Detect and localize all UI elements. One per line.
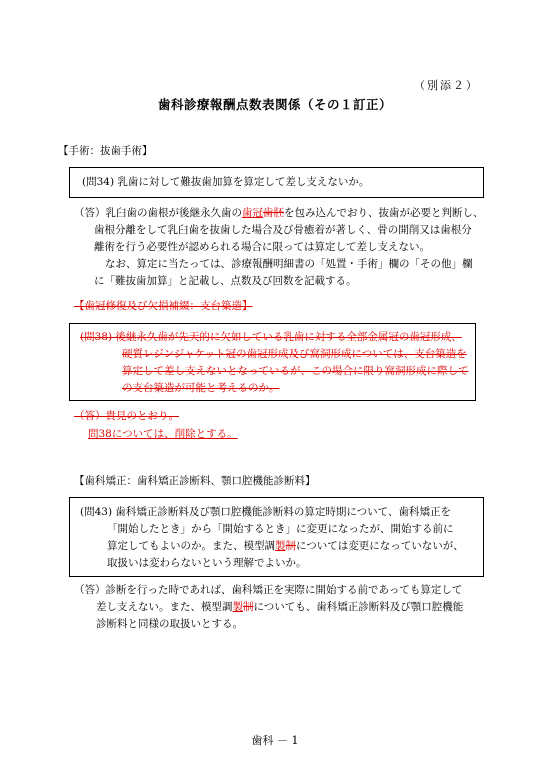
answer-43-line-3: 診断料と同様の取扱いとする。	[96, 618, 243, 630]
question-43-line-1: (問43) 歯科矯正診断料及び顎口腔機能診断料の算定時期について、歯科矯正を	[80, 506, 451, 518]
section-heading-crown-restoration: 【歯冠修復及び欠損補綴：支台築造】	[74, 300, 253, 312]
answer-43-line-2: 差し支えない。また、模型調製制についても、歯科矯正診断料及び顎口腔機能	[96, 601, 464, 613]
deleted-text: 制	[285, 540, 296, 552]
section-heading-surgery: 【手術：抜歯手術】	[58, 145, 153, 157]
page-number: 歯科 － 1	[251, 734, 299, 747]
question-38-line-2: 硬質レジンジャケット冠の歯冠形成及び窩洞形成については、支台築造を	[122, 348, 467, 360]
section-heading-orthodontics: 【歯科矯正：歯科矯正診断料、顎口腔機能診断料】	[74, 475, 316, 487]
answer-43-line-1: （答）診断を行った時であれば、歯科矯正を実際に開始する前であっても算定して	[74, 584, 463, 596]
answer-43	[74, 582, 463, 633]
deleted-text: 制	[243, 601, 254, 613]
question-43-line-3: 算定してもよいのか。また、模型調製制については変更になっていないが、	[107, 540, 464, 552]
answer-34-line-3: 離術を行う必要性が認められる場合に限っては算定して差し支えない。	[94, 241, 430, 253]
inserted-text: 製	[275, 540, 286, 552]
question-38-box	[69, 323, 476, 401]
question-43-box	[69, 497, 484, 577]
deletion-note: 問38については、削除とする。	[88, 428, 238, 440]
question-43-line-4: 取扱いは変わらないという理解でよいか。	[107, 557, 307, 569]
answer-34-line-2: 歯根分離をして乳臼歯を抜歯した場合及び骨癒着が著しく、骨の開削又は歯根分	[94, 224, 472, 236]
question-38-line-1: (問38) 後継永久歯が先天的に欠如している乳歯に対する全部金属冠の歯冠形成、	[80, 331, 462, 343]
question-38-line-4: の支台築造が可能と考えるのか。	[122, 382, 280, 394]
answer-34-line-5: に「難抜歯加算」と記載し、点数及び回数を記載する。	[94, 275, 357, 287]
document-title: 歯科診療報酬点数表関係（その１訂正）	[157, 97, 392, 112]
inserted-text: 製	[232, 601, 243, 613]
question-34-box	[69, 167, 484, 198]
answer-34-line-4: なお、算定に当たっては、診療報酬明細書の「処置・手術」欄の「その他」欄	[105, 258, 473, 270]
answer-34	[74, 205, 484, 290]
question-43-line-2: 「開始したとき」から「開始するとき」に変更になったが、開始する前に	[107, 523, 454, 535]
answer-38: （答）貴見のとおり。	[74, 410, 179, 422]
answer-34-line-1: （答）乳臼歯の歯根が後継永久歯の歯冠歯胚を包み込んでおり、抜歯が必要と判断し、	[74, 207, 484, 219]
attachment-label: （別添２）	[414, 79, 479, 92]
question-38-line-3: 算定して差し支えないとなっているが、この場合に限り窩洞形成に際して	[122, 365, 469, 377]
deleted-text: 歯胚	[263, 207, 284, 219]
question-34-text: (問34) 乳歯に対して難抜歯加算を算定して差し支えないか。	[82, 176, 370, 188]
inserted-text: 歯冠	[242, 207, 263, 219]
